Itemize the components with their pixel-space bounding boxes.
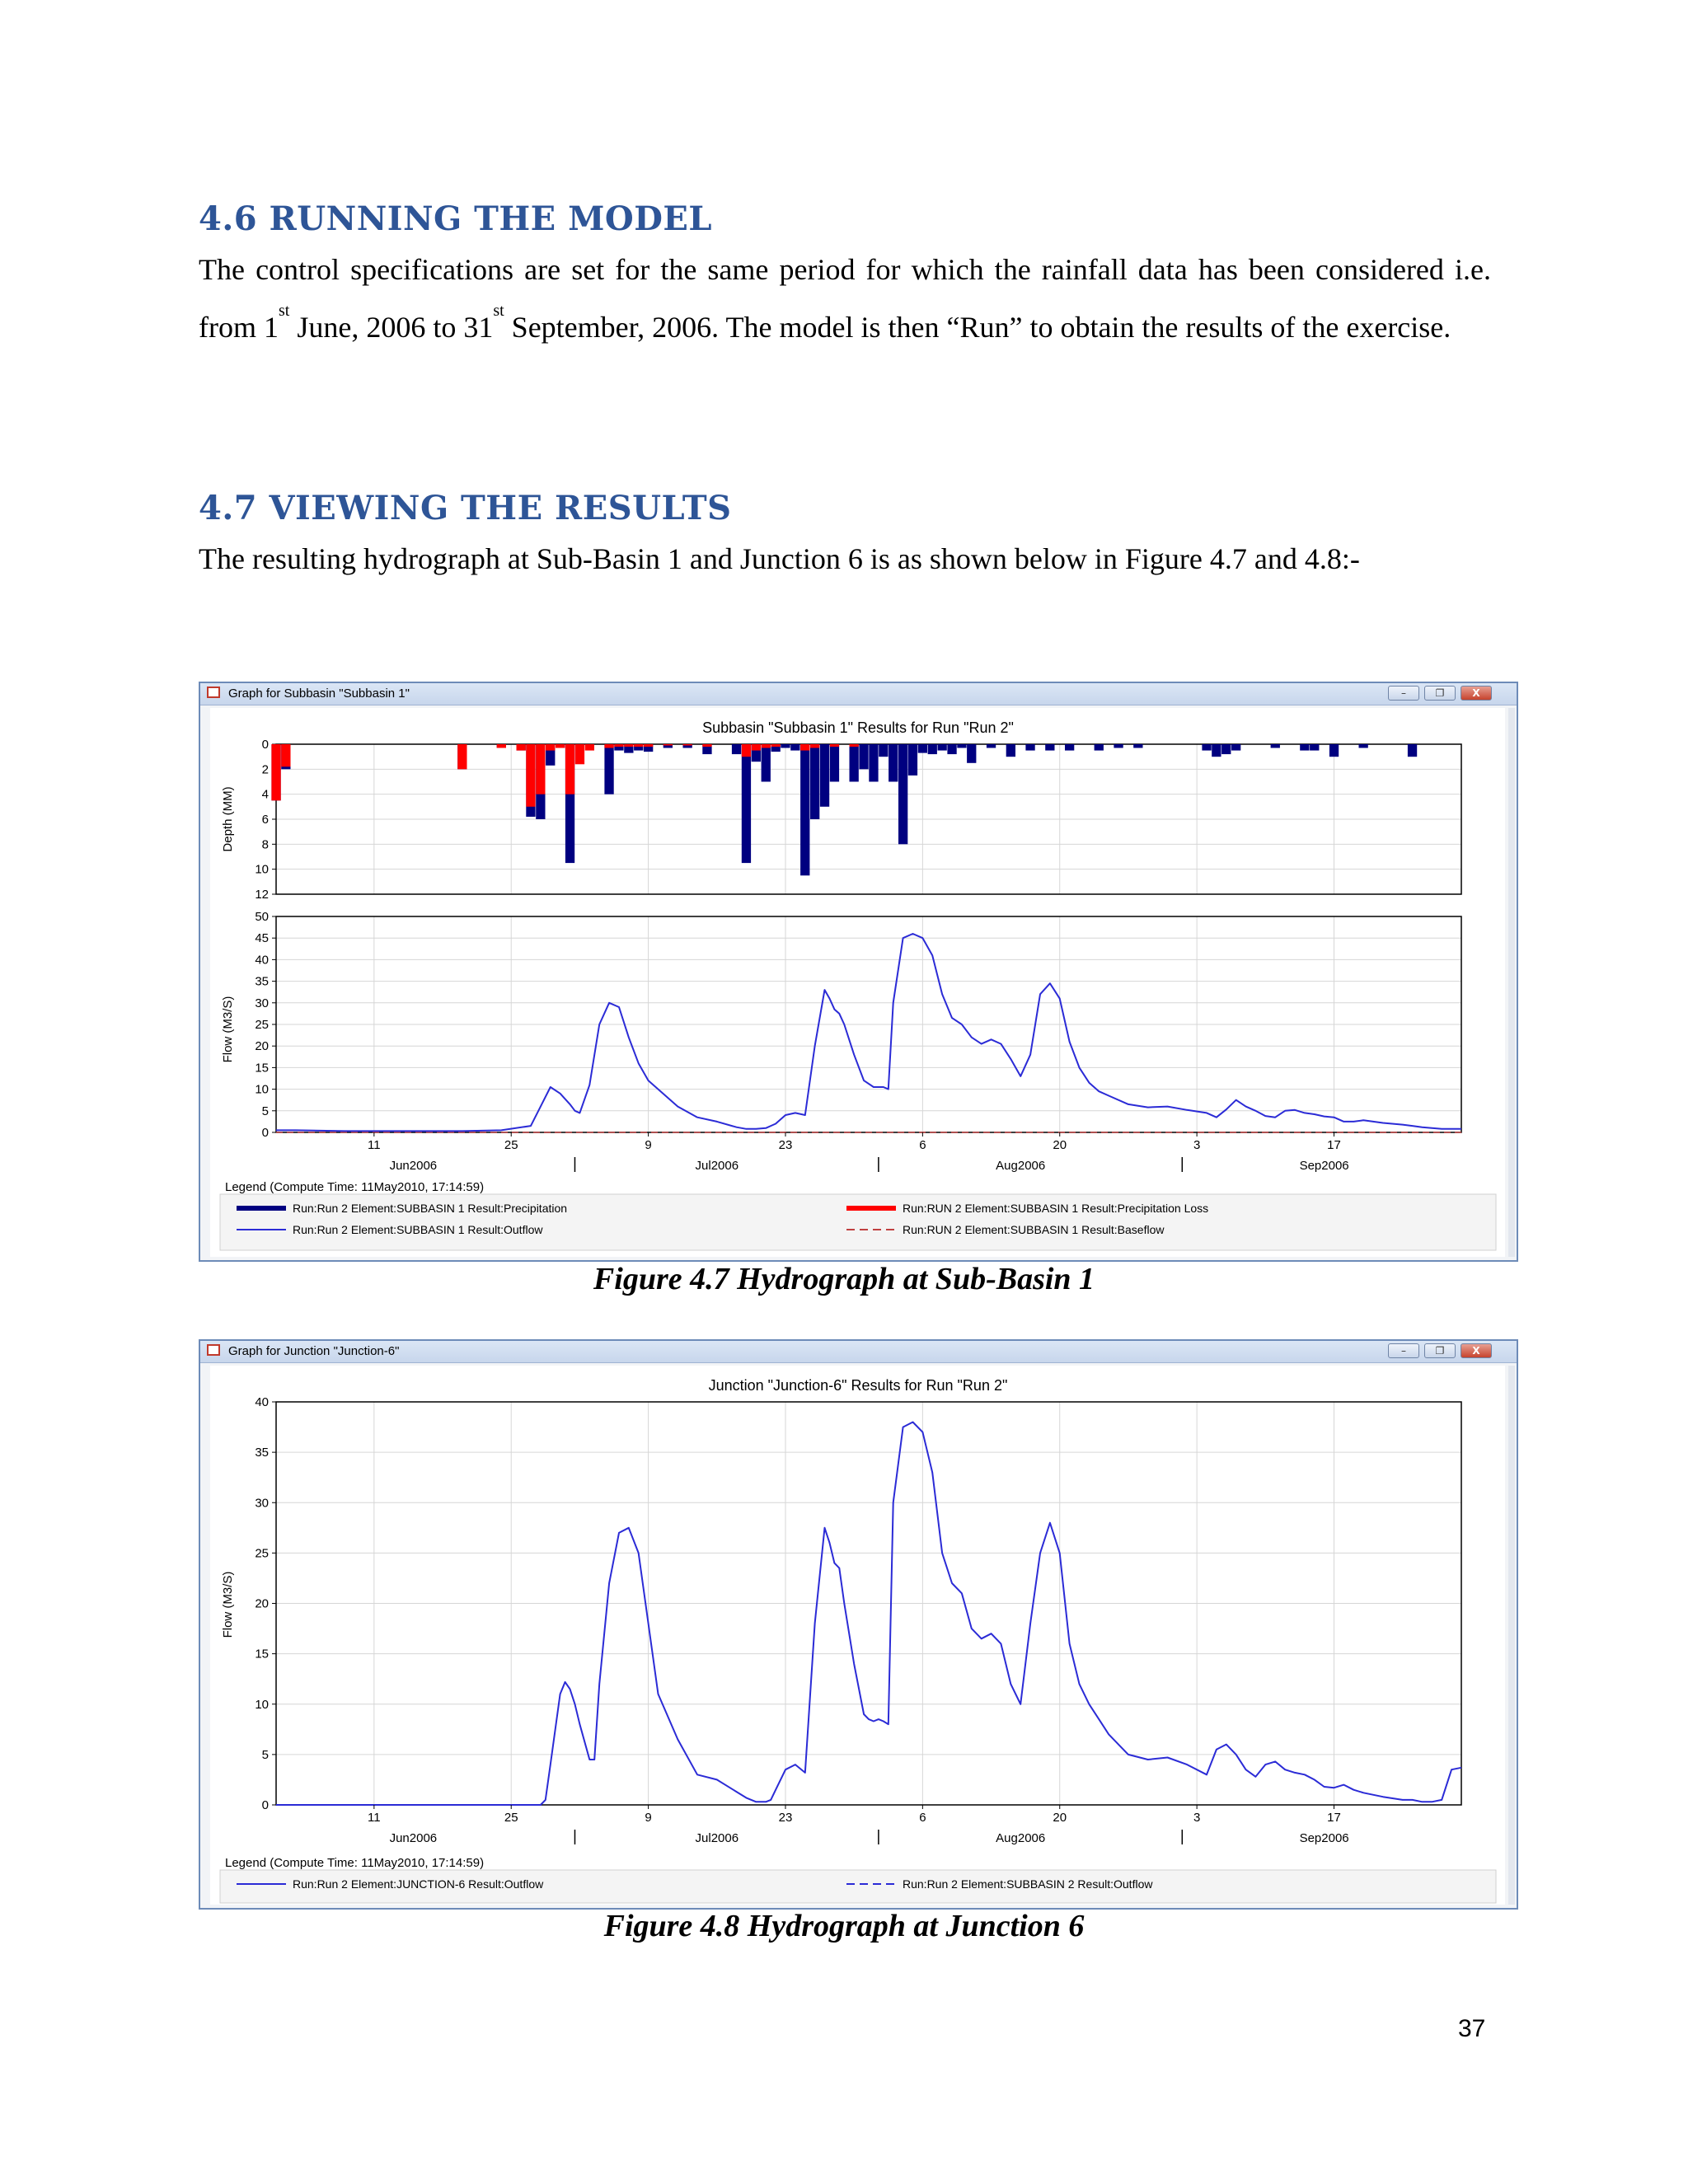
junction-chart <box>210 1366 1507 1905</box>
flow-y-tick-label: 35 <box>255 974 269 989</box>
precip-loss-bar <box>281 744 290 766</box>
junction-graph-window <box>199 1339 1518 1910</box>
precip-loss-bar <box>624 744 633 747</box>
flow-x-tick-label: 6 <box>919 1138 926 1152</box>
subbasin-graph-window <box>199 682 1518 1262</box>
precip-y-axis-label: Depth (MM) <box>221 786 235 852</box>
precip-bar <box>1408 744 1417 757</box>
precip-loss-bar <box>771 744 781 747</box>
precip-bar <box>938 744 947 751</box>
junction-month-label: Sep2006 <box>1299 1831 1349 1845</box>
restore-button[interactable]: ❐ <box>1424 686 1456 701</box>
page-number: 37 <box>1458 2015 1486 2042</box>
junction-y-tick-label: 40 <box>255 1395 269 1409</box>
graph-area <box>210 1366 1505 1905</box>
restore-button[interactable]: ❐ <box>1424 1343 1456 1358</box>
precip-bar <box>1202 744 1211 751</box>
precip-bar <box>800 744 809 875</box>
junction-outflow-line <box>276 1422 1461 1806</box>
junction-y-tick-label: 20 <box>255 1596 269 1611</box>
precip-bar <box>1006 744 1015 757</box>
window-title: Graph for Junction "Junction-6" <box>228 1344 400 1358</box>
precip-loss-bar <box>683 744 692 746</box>
precip-loss-bar <box>526 744 535 807</box>
flow-y-tick-label: 45 <box>255 931 269 946</box>
precip-loss-bar <box>585 744 594 751</box>
figure-4-7-caption: Figure 4.7 Hydrograph at Sub-Basin 1 <box>593 1262 1095 1296</box>
junction-x-tick-label: 11 <box>368 1811 381 1825</box>
precip-bar <box>1300 744 1309 751</box>
precip-y-tick-label: 10 <box>255 862 269 877</box>
junction-x-tick-label: 3 <box>1193 1811 1201 1825</box>
precip-bar <box>1329 744 1339 757</box>
para-text-c: September, 2006. The model is then “Run” to obtain the results of the exercise. <box>504 311 1451 344</box>
precip-bar <box>957 744 966 748</box>
precip-loss-bar <box>536 744 545 794</box>
junction-x-tick-label: 17 <box>1327 1811 1341 1825</box>
precip-bar <box>1045 744 1054 751</box>
legend-title: Legend (Compute Time: 11May2010, 17:14:59) <box>225 1856 485 1870</box>
precip-bar <box>1310 744 1319 751</box>
figure-4-8-caption: Figure 4.8 Hydrograph at Junction 6 <box>603 1909 1085 1943</box>
flow-month-label: Jun2006 <box>389 1159 438 1173</box>
precip-bar <box>908 744 917 776</box>
precip-bar <box>987 744 996 748</box>
precip-bar <box>1271 744 1280 748</box>
precip-loss-bar <box>663 744 673 746</box>
para-text-a: The control specifications are set for the same period for which the rainfall data has been considered i.e. from 1 <box>199 253 1491 344</box>
precip-loss-bar <box>830 744 839 747</box>
precip-bar <box>1065 744 1074 751</box>
precip-loss-bar <box>810 744 819 748</box>
graph-area <box>210 708 1505 1257</box>
flow-month-label: Aug2006 <box>996 1159 1046 1173</box>
precip-bar <box>604 744 613 794</box>
precip-y-tick-label: 4 <box>261 787 269 802</box>
junction-y-tick-label: 15 <box>255 1647 269 1661</box>
legend-label: Run:Run 2 Element:JUNCTION-6 Result:Outflow <box>293 1877 544 1891</box>
precip-loss-bar <box>752 744 761 751</box>
precip-y-tick-label: 8 <box>261 837 269 852</box>
outflow-line <box>276 934 1461 1131</box>
precip-y-tick-label: 12 <box>255 888 269 902</box>
legend-label: Run:RUN 2 Element:SUBBASIN 1 Result:Precipitation Loss <box>903 1202 1209 1215</box>
minimize-button[interactable]: – <box>1388 1343 1419 1358</box>
chart-title: Subbasin "Subbasin 1" Results for Run "Run 2" <box>702 719 1014 736</box>
legend-label: Run:Run 2 Element:SUBBASIN 1 Result:Precipitation <box>293 1202 568 1215</box>
junction-y-tick-label: 35 <box>255 1446 269 1460</box>
precip-y-tick-label: 2 <box>261 762 269 777</box>
precip-loss-bar <box>497 744 506 748</box>
flow-y-tick-label: 25 <box>255 1018 269 1032</box>
junction-x-tick-label: 9 <box>645 1811 652 1825</box>
junction-y-tick-label: 5 <box>261 1747 269 1762</box>
precip-loss-bar <box>457 744 467 769</box>
window-titlebar[interactable] <box>200 683 1517 705</box>
precip-y-tick-label: 6 <box>261 813 269 827</box>
precip-bar <box>732 744 741 754</box>
precip-bar <box>1221 744 1231 754</box>
flow-month-label: Sep2006 <box>1299 1159 1349 1173</box>
precip-loss-bar <box>800 744 809 751</box>
precip-loss-bar <box>546 744 555 751</box>
precip-bar <box>947 744 956 754</box>
precip-bar <box>762 744 771 782</box>
junction-x-tick-label: 6 <box>919 1811 926 1825</box>
precip-loss-bar <box>762 744 771 748</box>
junction-y-axis-label: Flow (M3/S) <box>221 1571 235 1638</box>
flow-y-axis-label: Flow (M3/S) <box>221 996 235 1063</box>
flow-y-tick-label: 20 <box>255 1039 269 1054</box>
flow-x-tick-label: 9 <box>645 1138 652 1152</box>
close-button[interactable]: X <box>1461 1343 1492 1358</box>
legend-label: Run:Run 2 Element:SUBBASIN 2 Result:Outflow <box>903 1877 1153 1891</box>
flow-x-tick-label: 25 <box>504 1138 518 1152</box>
precip-loss-bar <box>556 744 565 748</box>
junction-month-label: Jun2006 <box>389 1831 438 1845</box>
flow-x-tick-label: 17 <box>1327 1138 1341 1152</box>
close-button[interactable]: X <box>1461 686 1492 701</box>
flow-x-tick-label: 11 <box>368 1138 381 1152</box>
flow-y-tick-label: 10 <box>255 1082 269 1097</box>
precip-bar <box>1025 744 1034 751</box>
flow-y-tick-label: 15 <box>255 1061 269 1076</box>
window-title: Graph for Subbasin "Subbasin 1" <box>228 687 410 701</box>
precip-bar <box>869 744 878 782</box>
precip-bar <box>898 744 907 844</box>
flow-month-label: Jul2006 <box>695 1159 739 1173</box>
window-titlebar[interactable] <box>200 1341 1517 1363</box>
junction-y-tick-label: 25 <box>255 1546 269 1561</box>
precip-bar <box>790 744 799 751</box>
junction-x-tick-label: 20 <box>1053 1811 1067 1825</box>
precip-loss-bar <box>634 744 643 747</box>
junction-y-tick-label: 30 <box>255 1496 269 1511</box>
precip-bar <box>1359 744 1368 748</box>
junction-y-tick-label: 10 <box>255 1697 269 1712</box>
flow-x-tick-label: 20 <box>1053 1138 1067 1152</box>
precip-loss-bar <box>742 744 751 757</box>
precip-loss-bar <box>517 744 526 751</box>
flow-x-tick-label: 3 <box>1193 1138 1201 1152</box>
precip-loss-bar <box>271 744 280 800</box>
minimize-button[interactable]: – <box>1388 686 1419 701</box>
precip-bar <box>967 744 976 763</box>
section-heading-4-6: 4.6 RUNNING THE MODEL <box>199 199 713 238</box>
precip-bar <box>889 744 898 782</box>
flow-y-tick-label: 5 <box>261 1104 269 1118</box>
junction-month-label: Aug2006 <box>996 1831 1046 1845</box>
precip-bar <box>1231 744 1240 751</box>
superscript-st-2: st <box>493 302 504 320</box>
section-4-6-paragraph <box>199 241 1491 356</box>
para-text-b: June, 2006 to 31 <box>289 311 494 344</box>
section-4-7-paragraph: The resulting hydrograph at Sub-Basin 1 and Junction 6 is as shown below in Figure 4.7 and 4.8:- <box>199 542 1360 575</box>
precip-bar <box>879 744 888 757</box>
flow-x-tick-label: 23 <box>778 1138 793 1152</box>
junction-x-tick-label: 25 <box>504 1811 518 1825</box>
precip-bar <box>810 744 819 819</box>
flow-y-tick-label: 30 <box>255 996 269 1010</box>
junction-y-tick-label: 0 <box>261 1798 269 1812</box>
junction-month-label: Jul2006 <box>695 1831 739 1845</box>
section-heading-4-7: 4.7 VIEWING THE RESULTS <box>199 489 732 527</box>
flow-y-tick-label: 0 <box>261 1126 269 1140</box>
precip-bar <box>850 744 859 782</box>
precip-loss-bar <box>614 744 623 747</box>
precip-bar <box>859 744 868 769</box>
scrollbar[interactable] <box>1508 708 1515 1257</box>
precip-bar <box>918 744 927 753</box>
junction-x-tick-label: 23 <box>778 1811 793 1825</box>
app-icon <box>207 1344 220 1356</box>
flow-y-tick-label: 50 <box>255 910 269 924</box>
precip-bar <box>781 744 790 748</box>
precip-loss-bar <box>565 744 574 794</box>
precip-bar <box>1133 744 1142 748</box>
app-icon <box>207 687 220 698</box>
precip-loss-bar <box>702 744 711 747</box>
precip-loss-bar <box>604 744 613 748</box>
precip-bar <box>742 744 751 863</box>
legend-label: Run:RUN 2 Element:SUBBASIN 1 Result:Baseflow <box>903 1223 1165 1236</box>
legend-title: Legend (Compute Time: 11May2010, 17:14:59) <box>225 1180 485 1194</box>
scrollbar[interactable] <box>1508 1366 1515 1905</box>
superscript-st-1: st <box>278 302 290 320</box>
precip-loss-bar <box>575 744 584 764</box>
subbasin-chart <box>210 708 1507 1257</box>
precip-loss-bar <box>644 744 653 747</box>
chart-title: Junction "Junction-6" Results for Run "Run 2" <box>708 1377 1008 1394</box>
precip-loss-bar <box>850 744 859 747</box>
precip-bar <box>1095 744 1104 751</box>
legend-label: Run:Run 2 Element:SUBBASIN 1 Result:Outflow <box>293 1223 543 1236</box>
precip-bar <box>1114 744 1123 748</box>
precip-bar <box>830 744 839 782</box>
flow-y-tick-label: 40 <box>255 953 269 968</box>
precip-bar <box>820 744 829 807</box>
precip-y-tick-label: 0 <box>261 738 269 752</box>
precip-bar <box>1212 744 1221 757</box>
precip-bar <box>928 744 937 754</box>
